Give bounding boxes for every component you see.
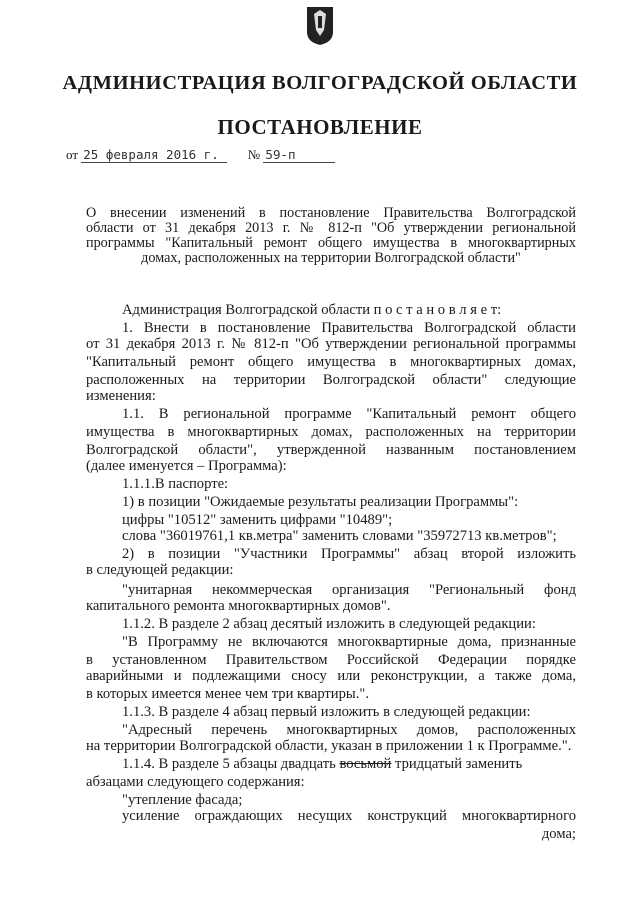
paragraph-1-line: 1. Внести в постановление Правительства Волгоградской области xyxy=(122,320,576,336)
subject-line: программы "Капитальный ремонт общего имущества в многоквартирных xyxy=(86,235,576,251)
organization-title: АДМИНИСТРАЦИЯ ВОЛГОГРАДСКОЙ ОБЛАСТИ xyxy=(62,72,578,94)
section-2-quote-line: в установленном Правительством Российской Федерации порядке xyxy=(86,652,576,668)
passport-item-2-line: 2) в позиции "Участники Программы" абзац второй изложить xyxy=(122,546,576,562)
paragraph-1-1-4 xyxy=(122,756,576,772)
section-5-quote-line-2: усиление ограждающих несущих конструкций многоквартирного xyxy=(122,808,576,824)
from-label: от xyxy=(66,147,79,162)
preamble: Администрация Волгоградской области п о с т а н о в л я е т: xyxy=(122,302,502,318)
passport-quote-line: капитального ремонта многоквартирных домов". xyxy=(86,598,391,614)
paragraph-1-1-line: имущества в многоквартирных домах, расположенных на территории xyxy=(86,424,576,440)
passport-words-change: слова "36019761,1 кв.метра" заменить словами "35972713 кв.метров"; xyxy=(122,528,557,544)
coat-of-arms-emblem xyxy=(306,6,334,46)
passport-quote-line: "унитарная некоммерческая организация "Региональный фонд xyxy=(122,582,576,598)
section-5-quote-line-1: "утепление фасада; xyxy=(122,792,243,808)
paragraph-1-line: "Капитальный ремонт общего имущества в многоквартирных домах, xyxy=(86,354,576,370)
subject-block xyxy=(86,206,576,266)
date-number-line xyxy=(66,147,335,163)
paragraph-1-1-line: Волгоградской области", утвержденной названным постановлением xyxy=(86,442,576,458)
paragraph-1-line: от 31 декабря 2013 г. № 812-п "Об утверждении региональной программы xyxy=(86,336,576,352)
section-2-quote-line: "В Программу не включаются многоквартирные дома, признанные xyxy=(122,634,576,650)
section-4-quote-line: на территории Волгоградской области, указан в приложении 1 к Программе.". xyxy=(86,738,572,754)
number-label: № xyxy=(247,147,261,162)
section-2-quote-line: в которых имеется менее чем три квартиры.". xyxy=(86,686,369,702)
paragraph-1-line: расположенных на территории Волгоградской области" следующие xyxy=(86,372,576,388)
document-date: 25 февраля 2016 г. xyxy=(81,147,227,163)
paragraph-1-1-4-pre: 1.1.4. В разделе 5 абзацы двадцать xyxy=(122,756,340,772)
paragraph-1-1-line: 1.1. В региональной программе "Капитальный ремонт общего xyxy=(122,406,576,422)
paragraph-1-line: изменения: xyxy=(86,388,156,404)
paragraph-1-1-2: 1.1.2. В разделе 2 абзац десятый изложить в следующей редакции: xyxy=(122,616,536,632)
paragraph-1-1-line: (далее именуется – Программа): xyxy=(86,458,287,474)
struck-word: восьмой xyxy=(339,756,392,772)
document-number: 59-п xyxy=(263,147,335,163)
section-2-quote-line: аварийными и подлежащими сносу или реконструкции, а также дома, xyxy=(86,668,576,684)
paragraph-1-1-4-line-2: абзацами следующего содержания: xyxy=(86,774,305,790)
subject-line: О внесении изменений в постановление Правительства Волгоградской xyxy=(86,205,576,221)
document-type-title: ПОСТАНОВЛЕНИЕ xyxy=(217,115,423,139)
passport-item-2-line: в следующей редакции: xyxy=(86,562,234,578)
section-5-quote-line-3: дома; xyxy=(541,826,576,842)
passport-item-1: 1) в позиции "Ожидаемые результаты реализации Программы": xyxy=(122,494,519,510)
paragraph-1-1-4-post: тридцатый заменить xyxy=(391,756,523,772)
subject-line: области от 31 декабря 2013 г. № 812-п "Об утверждении региональной xyxy=(86,220,576,236)
section-4-quote-line: "Адресный перечень многоквартирных домов, расположенных xyxy=(122,722,576,738)
passport-digits-change: цифры "10512" заменить цифрами "10489"; xyxy=(122,512,393,528)
subject-line: домах, расположенных на территории Волгоградской области" xyxy=(141,250,521,266)
paragraph-1-1-1: 1.1.1.В паспорте: xyxy=(122,476,229,492)
paragraph-1-1-3: 1.1.3. В разделе 4 абзац первый изложить в следующей редакции: xyxy=(122,704,531,720)
